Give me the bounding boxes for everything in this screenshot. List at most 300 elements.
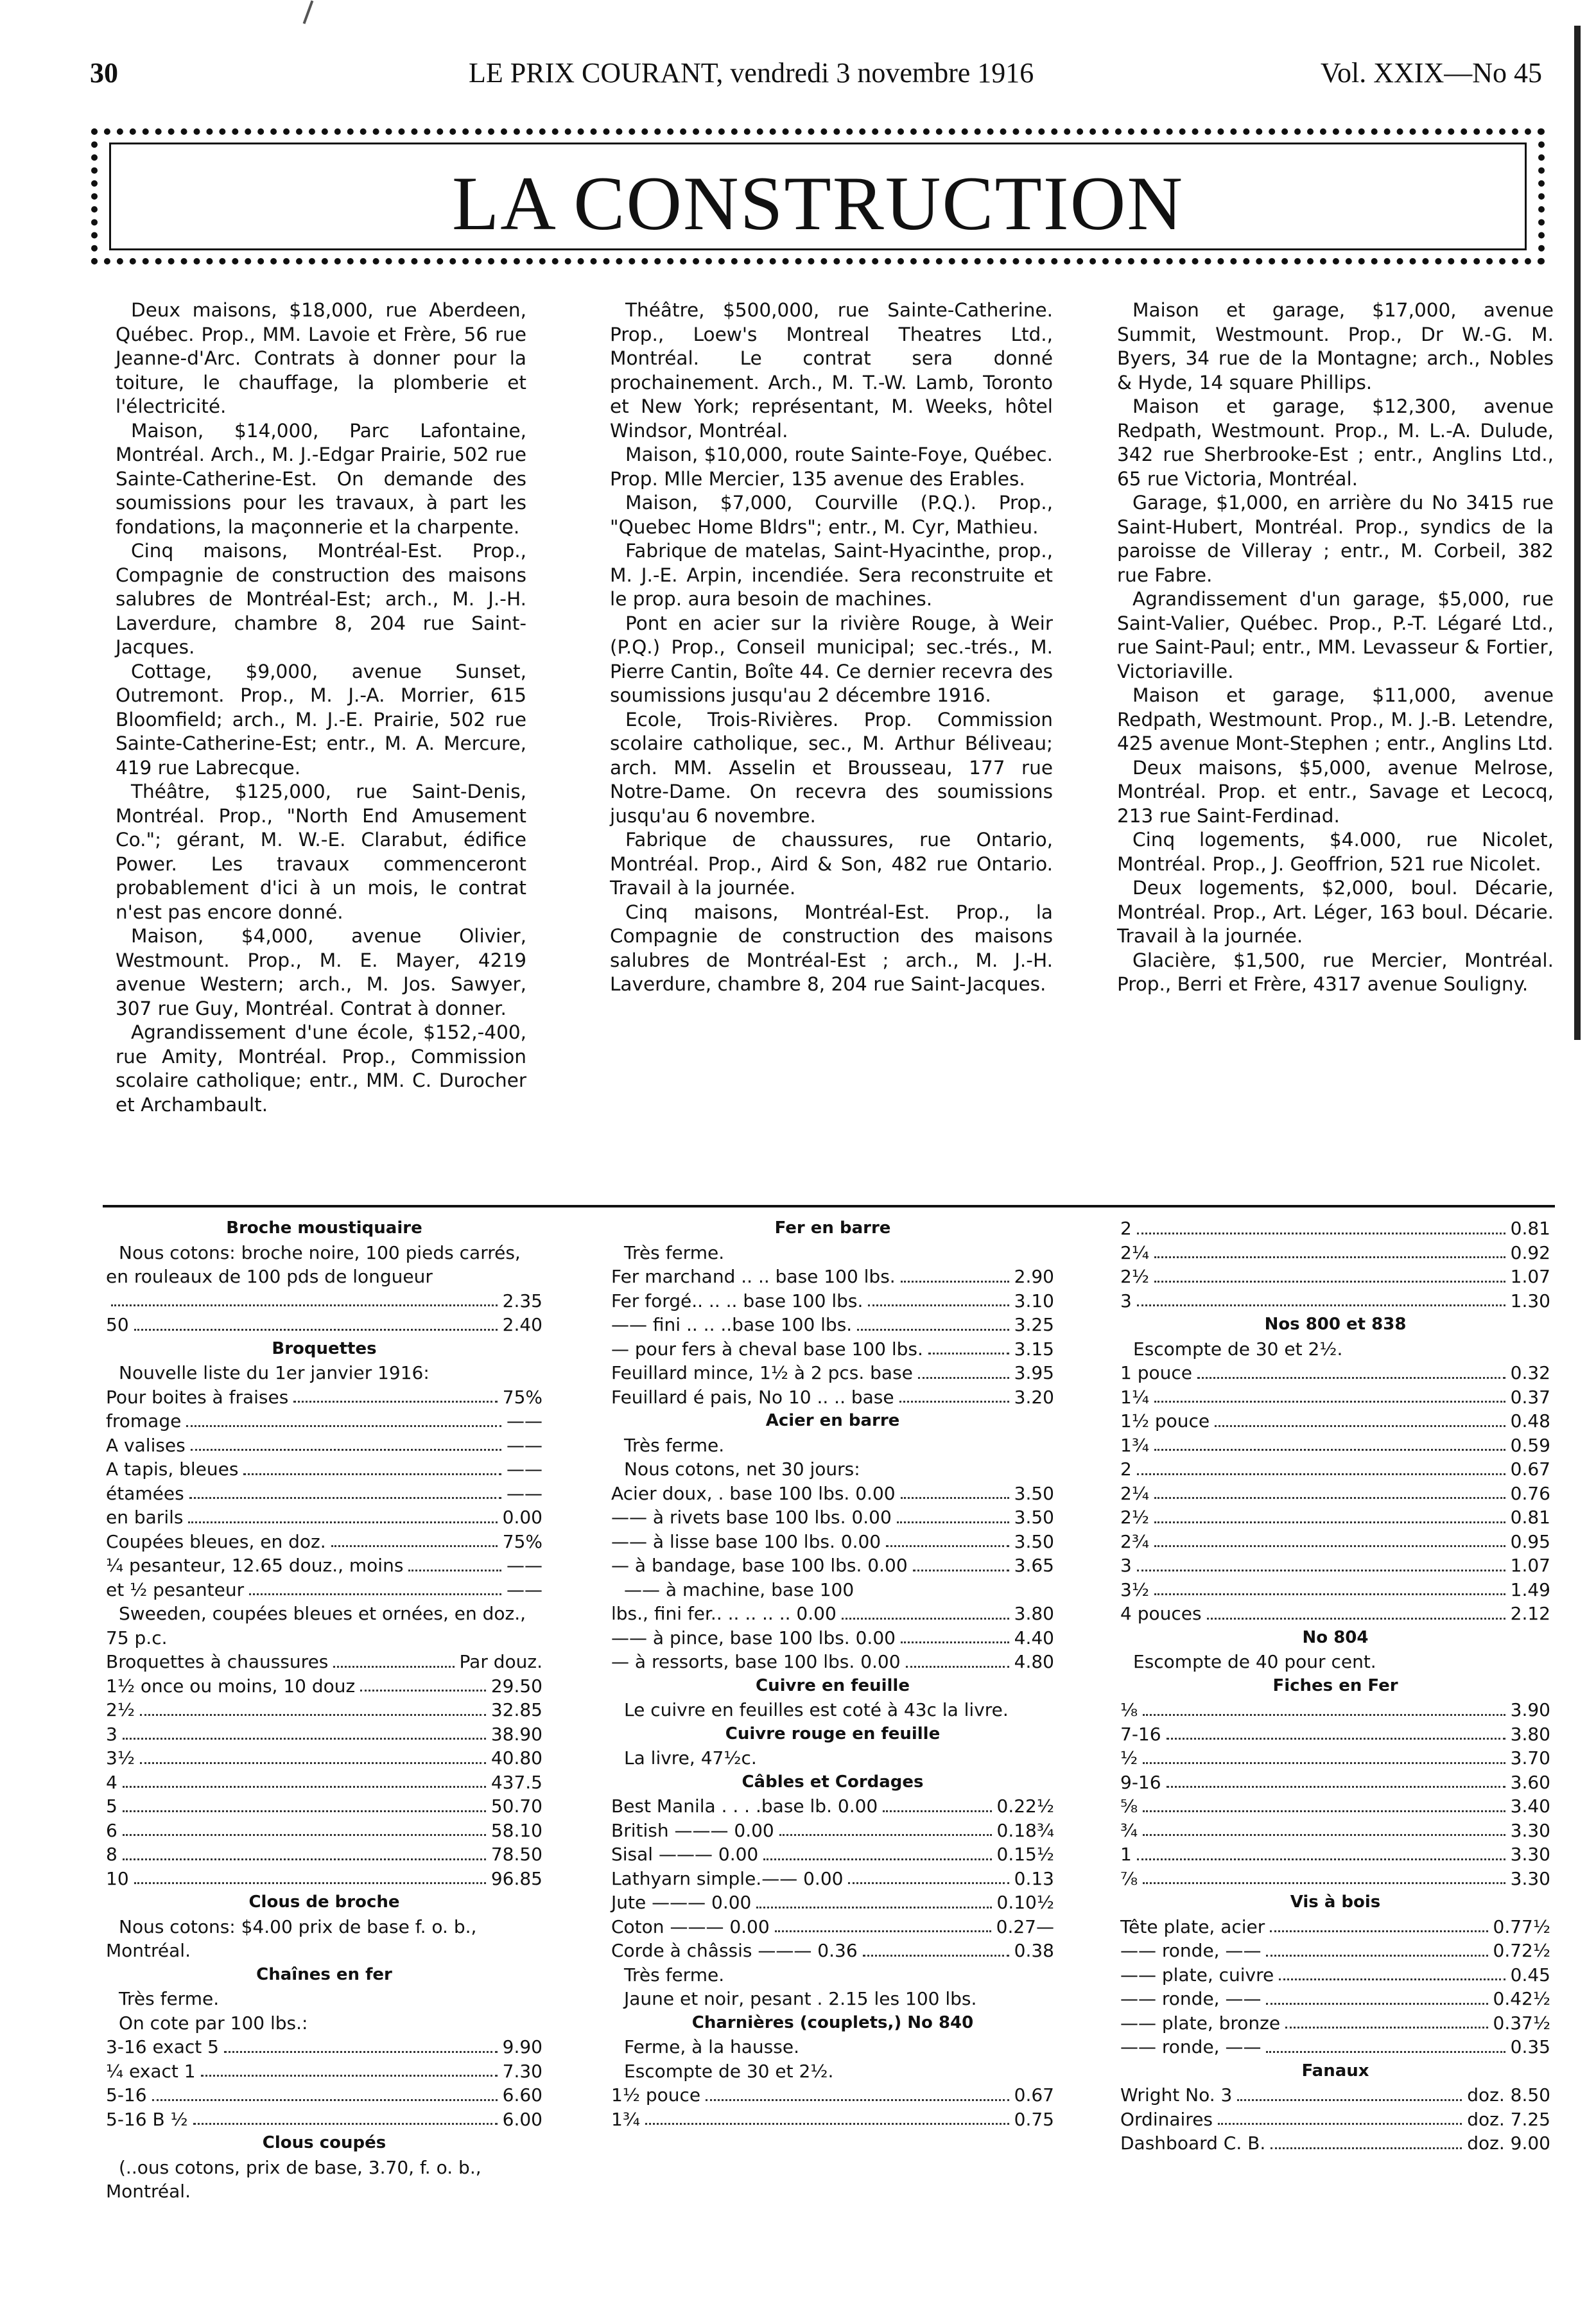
leader-dots [763,1842,991,1860]
leader-dots [1207,1602,1505,1620]
price-value: 0.75 [1014,2108,1054,2130]
leader-dots [1279,1963,1505,1981]
price-note: Très ferme. [624,1964,725,1986]
price-value: 0.38 [1014,1940,1054,1961]
price-row [1120,1915,1550,1939]
price-note: Nouvelle liste du 1er janvier 1916: [119,1362,429,1383]
leader-dots [1285,2011,1488,2029]
price-row [106,1457,542,1482]
price-item-label: 1¾ [1120,1434,1149,1456]
notice-paragraph: Théâtre, $125,000, rue Saint-Denis, Montréal. Prop., "North End Amusement Co."; gérant, M. W.-E. Clarabut, édifice Power. Les travaux commenceront probablement d'ici à un mois, le contrat n'est pas encore donné. [116,781,526,923]
leader-dots [1143,1794,1505,1812]
price-note: Ferme, à la hausse. [624,2036,799,2057]
price-value: 3.25 [1014,1314,1054,1335]
price-note: Nous cotons, net 30 jours: [624,1458,860,1480]
price-row [1120,2011,1550,2036]
price-row [611,1289,1054,1313]
price-row [1120,1698,1550,1722]
leader-dots [186,1409,501,1427]
price-item-label: 2½ [1120,1266,1149,1287]
price-row [106,1650,542,1674]
price-row [611,1482,1054,1506]
price-value: 0.13 [1014,1867,1054,1889]
price-row [106,1530,542,1554]
leader-dots [193,2107,498,2125]
price-item-label: — à ressorts, base 100 lbs. 0.00 [611,1651,901,1672]
price-value: 1.07 [1510,1555,1550,1576]
leader-dots [842,1602,1009,1620]
price-item-label: 2¼ [1120,1242,1149,1263]
price-row [106,2035,542,2059]
price-item-label: Tête plate, acier [1120,1916,1265,1937]
price-row [1120,1482,1550,1506]
notice-paragraph: Fabrique de matelas, Saint-Hyacinthe, prop., M. J.-E. Arpin, incendiée. Sera reconstruite et le prop. aura besoin de machines. [610,540,1053,610]
leader-dots [899,1385,1009,1403]
notice-paragraph: Garage, $1,000, en arrière du No 3415 rue Saint-Hubert, Montréal. Prop., syndics de la paroisse de Villeray ; entr., M. Corbeil, 382 rue Fabre. [1117,492,1554,586]
price-note: Sweeden, coupées bleues et ornées, en doz., 75 p.c. [106,1603,526,1649]
price-value: 0.59 [1510,1434,1550,1456]
leader-dots [189,1482,501,1500]
price-item-label: en barils [106,1507,184,1528]
price-row [1120,1457,1550,1482]
notice-paragraph: Deux maisons, $5,000, avenue Melrose, Montréal. Prop. et entr., Savage et Lecocq, 213 rue Saint-Ferdinad. [1117,756,1554,827]
price-row [1120,1289,1550,1313]
price-row [1120,1963,1550,1987]
price-item-label: et ½ pesanteur [106,1579,245,1600]
price-value: 6.00 [502,2108,542,2130]
price-value: doz. 9.00 [1467,2133,1550,2154]
price-value: 3.80 [1510,1723,1550,1745]
notice-paragraph: Maison, $7,000, Courville (P.Q.). Prop., "Quebec Home Bldrs"; entr., M. Cyr, Mathieu. [610,492,1053,538]
leader-dots [863,1939,1009,1957]
price-item-label: A valises [106,1434,186,1456]
price-item-label: —— à lisse base 100 lbs. 0.00 [611,1530,881,1552]
price-item-label: 2½ [1120,1507,1149,1528]
price-item-label: —— à pince, base 100 lbs. 0.00 [611,1627,896,1649]
leader-dots [188,1505,497,1523]
price-section-heading: Fanaux [1301,2061,1369,2081]
page-number: 30 [90,57,118,89]
price-row [106,1409,542,1433]
price-value: 38.90 [490,1723,542,1745]
leader-dots [1154,1530,1505,1548]
price-item-label: Ordinaires [1120,2108,1213,2130]
leader-dots [408,1553,501,1571]
price-row [1120,1409,1550,1433]
leader-dots [1266,1987,1488,2005]
notice-paragraph: Cinq maisons, Montréal-Est. Prop., Compagnie de construction des maisons salubres de Montréal-Est; arch., M. J.-H. Laverdure, chambre 8, 204 rue Saint-Jacques. [116,540,526,658]
price-item-label: 3 [106,1723,117,1745]
price-section-heading: Charnières (couplets,) No 840 [691,2012,974,2032]
leader-dots [1197,1361,1505,1379]
leader-dots [756,1891,991,1908]
article-column-2 [610,299,1053,997]
price-value: 3.50 [1014,1507,1054,1528]
price-row [1120,1216,1550,1241]
price-item-label: ¼ exact 1 [106,2060,196,2082]
price-note: La livre, 47½c. [624,1747,757,1769]
price-section-heading: Vis à bois [1290,1892,1381,1912]
price-item-label: 1 pouce [1120,1362,1192,1383]
price-value: 3.70 [1510,1747,1550,1769]
price-value: 2.40 [502,1314,542,1335]
price-value: 3.30 [1510,1819,1550,1841]
price-item-label: 3-16 exact 5 [106,2036,219,2057]
notice-paragraph: Maison, $14,000, Parc Lafontaine, Montréal. Arch., M. J.-Edgar Prairie, 502 rue Sainte-Catherine-Est. On demande des soumissions pour les travaux, à part les fondations, la maçonnerie et la charpente. [116,419,526,538]
price-row [611,1385,1054,1410]
leader-dots [901,1482,1009,1500]
price-row [611,1939,1054,1963]
price-value: 0.18¾ [996,1819,1054,1841]
leader-dots [1154,1433,1505,1451]
price-row [611,1265,1054,1289]
leader-dots [243,1457,501,1475]
price-value: 3.90 [1510,1699,1550,1720]
leader-dots [848,1867,1009,1885]
leader-dots [897,1505,1009,1523]
price-value: 0.10½ [996,1892,1054,1913]
price-value: 3.50 [1014,1530,1054,1552]
price-row [1120,1842,1550,1867]
notice-paragraph: Pont en acier sur la rivière Rouge, à Weir (P.Q.) Prop., Conseil municipal; sec.-trés., M. Pierre Cantin, Boîte 44. Ce dernier recevra des soumissions jusqu'au 2 décembre 1916. [610,612,1053,706]
leader-dots [883,1794,991,1812]
page-edge-shadow [1574,26,1581,1040]
price-item-label: 5 [106,1796,117,1817]
price-row [106,1289,542,1313]
price-row [106,1746,542,1770]
section-title: LA CONSTRUCTION [451,160,1184,246]
leader-dots [360,1674,486,1692]
notice-paragraph: Agrandissement d'une école, $152,-400, rue Amity, Montréal. Prop., Commission scolaire catholique; entr., MM. C. Durocher et Archambault. [116,1021,526,1116]
price-note: Jaune et noir, pesant . 2.15 les 100 lbs. [624,1988,977,2009]
leader-dots [1137,1553,1505,1571]
price-item-label: —— ronde, —— [1120,1988,1262,2009]
notice-paragraph: Deux logements, $2,000, boul. Décarie, Montréal. Prop., Art. Léger, 163 boul. Décarie. Travail à la journée. [1117,877,1554,947]
leader-dots [1167,1770,1505,1788]
price-item-label: Corde à châssis ——— 0.36 [611,1940,858,1961]
price-row [611,1313,1054,1337]
leader-dots [1137,1842,1505,1860]
price-value: 3.60 [1510,1771,1550,1793]
price-item-label: A tapis, bleues [106,1458,239,1480]
price-item-label: Feuillard é pais, No 10 .. .. base [611,1386,894,1408]
price-value: —— [507,1482,542,1504]
article-column-1 [116,299,526,1117]
price-item-label: lbs., fini fer.. .. .. .. .. 0.00 [611,1603,837,1624]
price-note: Très ferme. [119,1988,220,2009]
price-value: 3.30 [1510,1844,1550,1865]
price-value: —— [507,1579,542,1600]
margin-tick-mark [303,0,314,24]
price-value: 1.30 [1510,1290,1550,1311]
price-section-heading: Cuivre en feuille [756,1675,910,1695]
price-value: 29.50 [490,1675,542,1697]
price-item-label: Dashboard C. B. [1120,2133,1266,2154]
price-item-label: 2¼ [1120,1482,1149,1504]
price-note: (..ous cotons, prix de base, 3.70, f. o. b., Montréal. [106,2156,481,2202]
leader-dots [1137,1457,1505,1475]
leader-dots [645,2107,1009,2125]
leader-dots [906,1650,1009,1668]
price-item-label: Sisal ——— 0.00 [611,1844,759,1865]
price-row [1120,2131,1550,2156]
leader-dots [1218,2107,1462,2125]
leader-dots [249,1578,501,1596]
price-row [106,1433,542,1458]
price-value: doz. 7.25 [1467,2108,1550,2130]
price-item-label: 4 [106,1771,117,1793]
leader-dots [1271,2131,1462,2149]
leader-dots [111,1289,498,1307]
price-value: 96.85 [490,1867,542,1889]
price-section-heading: Acier en barre [765,1411,900,1430]
price-item-label: 3½ [1120,1579,1149,1600]
price-row [1120,1722,1550,1747]
leader-dots [1237,2083,1462,2101]
price-section-heading: Fiches en Fer [1272,1675,1398,1695]
price-value: 0.00 [502,1507,542,1528]
price-row [1120,1939,1550,1963]
price-item-label: 1¾ [611,2108,640,2130]
leader-dots [1137,1289,1505,1307]
price-item-label: 2 [1120,1458,1132,1480]
leader-dots [1154,1482,1505,1500]
price-value: 32.85 [490,1699,542,1720]
price-row [1120,2107,1550,2132]
price-item-label: Fer forgé.. .. .. base 100 lbs. [611,1290,863,1311]
price-value: 50.70 [490,1796,542,1817]
price-value: 3.15 [1014,1338,1054,1360]
price-row [611,1337,1054,1362]
price-item-label: Broquettes à chaussures [106,1651,329,1672]
leader-dots [1143,1819,1505,1837]
price-item-label: —— plate, bronze [1120,2012,1281,2034]
price-item-label: fromage [106,1410,182,1432]
price-row [106,1313,542,1337]
price-value: 58.10 [490,1819,542,1841]
price-value: 3.40 [1510,1796,1550,1817]
price-value: 75% [502,1530,542,1552]
price-section-heading: Broche moustiquaire [226,1218,422,1238]
price-row [1120,1433,1550,1458]
price-item-label: British ——— 0.00 [611,1819,774,1841]
price-row [611,1794,1054,1819]
price-row [1120,1602,1550,1626]
notice-paragraph: Théâtre, $500,000, rue Sainte-Catherine. Prop., Loew's Montreal Theatres Ltd., Montréal. Le contrat sera donné prochainement. Arch., M. T.-W. Lamb, Toronto et New York; représentant, M. Weeks, hôtel Windsor, Montréal. [610,299,1053,442]
price-item-label: 7-16 [1120,1723,1161,1745]
price-value: 0.77½ [1493,1916,1550,1937]
price-row [611,1915,1054,1939]
price-value: —— [507,1555,542,1576]
price-row [611,2107,1054,2132]
price-item-label: 1½ pouce [1120,1410,1210,1432]
leader-dots [224,2035,498,2053]
price-value: 4.80 [1014,1651,1054,1672]
price-item-label: —— plate, cuivre [1120,1964,1274,1986]
price-item-label: 9-16 [1120,1771,1161,1793]
price-value: 2.12 [1510,1603,1550,1624]
running-header [90,56,1542,95]
price-column-2 [611,1216,1054,2131]
price-row [611,1553,1054,1578]
price-value: —— [507,1458,542,1480]
price-row [106,1505,542,1530]
leader-dots [152,2083,498,2101]
leader-dots [775,1915,991,1933]
price-value: 6.60 [502,2084,542,2106]
leader-dots [1154,1265,1505,1283]
price-row [106,1553,542,1578]
price-note: Escompte de 30 et 2½. [1133,1338,1343,1360]
leader-dots [857,1313,1009,1331]
price-value: 4.40 [1014,1627,1054,1649]
price-value: 2.90 [1014,1266,1054,1287]
price-value: 0.32 [1510,1362,1550,1383]
price-section-heading: Clous de broche [248,1892,400,1912]
price-item-label: —— à rivets base 100 lbs. 0.00 [611,1507,892,1528]
price-note: Nous cotons: $4.00 prix de base f. o. b., Montréal. [106,1916,477,1961]
price-value: 75% [502,1386,542,1408]
price-row [611,1891,1054,1915]
notice-paragraph: Maison, $10,000, route Sainte-Foye, Québec. Prop. Mlle Mercier, 135 avenue des Erables. [610,444,1053,490]
price-value: 3.30 [1510,1867,1550,1889]
price-row [106,2059,542,2084]
leader-dots [123,1770,486,1788]
price-item-label: 1 [1120,1844,1132,1865]
leader-dots [1270,1915,1488,1933]
price-value: 3.50 [1014,1482,1054,1504]
price-value: 78.50 [490,1844,542,1865]
price-value: 3.20 [1014,1386,1054,1408]
price-item-label: Feuillard mince, 1½ à 2 pcs. base [611,1362,913,1383]
price-row [611,1602,1054,1626]
price-row [611,1650,1054,1674]
notice-paragraph: Maison, $4,000, avenue Olivier, Westmount. Prop., M. E. Mayer, 4219 avenue Western; arch., M. Jos. Sawyer, 307 rue Guy, Montréal. Contrat à donner. [116,925,526,1019]
price-row [106,1578,542,1602]
price-row [1120,2083,1550,2107]
price-item-label: Jute ——— 0.00 [611,1892,752,1913]
volume-number: Vol. XXIX—No 45 [1320,57,1542,89]
price-item-label: 2¾ [1120,1530,1149,1552]
leader-dots [201,2059,498,2077]
leader-dots [134,1867,486,1885]
price-row [106,1385,542,1410]
price-note: Très ferme. [624,1242,725,1263]
price-item-label: Acier doux, . base 100 lbs. 0.00 [611,1482,896,1504]
price-section-heading: Fer en barre [774,1218,891,1238]
price-note: Nous cotons: broche noire, 100 pieds carrés, en rouleaux de 100 pds de longueur [106,1242,521,1287]
price-item-label: 1½ pouce [611,2084,701,2106]
leader-dots [134,1313,498,1331]
price-row [106,1722,542,1747]
price-value: 2.35 [502,1290,542,1311]
price-row [106,1794,542,1819]
publication-line: LE PRIX COURANT, vendredi 3 novembre 1916 [469,57,1034,89]
notice-paragraph: Ecole, Trois-Rivières. Prop. Commission scolaire catholique, sec., M. Arthur Béliveau; arch. MM. Asselin et Brousseau, 177 rue Notre-Dame. On recevra des soumissions jusqu'au 6 novembre. [610,708,1053,827]
leader-dots [901,1265,1009,1283]
price-row [106,2083,542,2107]
price-row [611,1361,1054,1385]
leader-dots [1143,1746,1505,1764]
price-value: 0.35 [1510,2036,1550,2057]
price-value: 0.76 [1510,1482,1550,1504]
price-row [1120,1505,1550,1530]
price-value: Par douz. [459,1651,542,1672]
price-item-label: 8 [106,1844,117,1865]
price-item-label: —— ronde, —— [1120,2036,1262,2057]
notice-paragraph: Glacière, $1,500, rue Mercier, Montréal. Prop., Berri et Frère, 4317 avenue Souligny. [1117,949,1554,995]
price-row [1120,1265,1550,1289]
price-item-label: ⅛ [1120,1699,1138,1720]
notice-paragraph: Fabrique de chaussures, rue Ontario, Montréal. Prop., Aird & Son, 482 rue Ontario. Travail à la journée. [610,829,1053,899]
price-item-label: Wright No. 3 [1120,2084,1233,2106]
price-section-heading: Cuivre rouge en feuille [725,1724,941,1744]
price-item-label: 3 [1120,1555,1132,1576]
price-value: doz. 8.50 [1467,2084,1550,2106]
price-row [1120,1578,1550,1602]
price-row [106,1674,542,1699]
price-item-label: ⅞ [1120,1867,1138,1889]
notice-paragraph: Cottage, $9,000, avenue Sunset, Outremont. Prop., M. J.-A. Morrier, 615 Bloomfield; arch., M. J.-E. Prairie, 502 rue Sainte-Catherine-Est; entr., M. A. Mercure, 419 rue Labrecque. [116,660,526,779]
price-value: 0.42½ [1493,1988,1550,2009]
leader-dots [918,1361,1009,1379]
price-value: 0.81 [1510,1507,1550,1528]
price-row [1120,1241,1550,1265]
price-item-label: 6 [106,1819,117,1841]
price-item-label: 3 [1120,1290,1132,1311]
notice-paragraph: Maison et garage, $12,300, avenue Redpath, Westmount. Prop., M. L.-A. Dulude, 342 rue Sherbrooke-Est ; entr., Anglins Ltd., 65 rue Victoria, Montréal. [1117,395,1554,490]
price-row [611,1867,1054,1891]
price-item-label: Coton ——— 0.00 [611,1916,770,1937]
price-value: 1.07 [1510,1266,1550,1287]
leader-dots [123,1722,486,1740]
price-column-1 [106,1216,542,2204]
price-item-label: —— fini .. .. ..base 100 lbs. [611,1314,853,1335]
price-note: On cote par 100 lbs.: [119,2012,308,2034]
price-row [611,1819,1054,1843]
price-value: 0.27— [996,1916,1054,1937]
price-item-label: Lathyarn simple.—— 0.00 [611,1867,844,1889]
leader-dots [868,1289,1009,1307]
price-note: Escompte de 40 pour cent. [1133,1651,1376,1672]
notice-paragraph: Deux maisons, $18,000, rue Aberdeen, Québec. Prop., MM. Lavoie et Frère, 56 rue Jeanne-d'Arc. Contrats à donner pour la toiture, le chauffage, la plomberie et l'électricité. [116,299,526,417]
price-item-label: 50 [106,1314,129,1335]
price-item-label: 10 [106,1867,129,1889]
price-value: 0.37½ [1493,2012,1550,2034]
price-item-label: 5-16 [106,2084,147,2106]
price-row [1120,1385,1550,1410]
price-row [1120,1746,1550,1770]
price-item-label: ¼ pesanteur, 12.65 douz., moins [106,1555,404,1576]
notice-paragraph: Cinq maisons, Montréal-Est. Prop., la Compagnie de construction des maisons salubres de Montréal-Est ; arch., M. J.-H. Laverdure, chambre 8, 204 rue Saint-Jacques. [610,901,1053,995]
price-row [1120,1867,1550,1891]
price-value: 437.5 [490,1771,542,1793]
price-item-label: 3½ [106,1747,135,1769]
price-item-label: 4 pouces [1120,1603,1202,1624]
price-row [1120,1553,1550,1578]
leader-dots [1167,1722,1505,1740]
notice-paragraph: Cinq logements, $4.000, rue Nicolet, Montréal. Prop., J. Geoffrion, 521 rue Nicolet. [1117,829,1554,875]
price-row [106,1770,542,1795]
price-row [106,1819,542,1843]
leader-dots [779,1819,992,1837]
price-item-label: Coupées bleues, en doz. [106,1530,326,1552]
price-value: —— [507,1410,542,1432]
price-row [106,1482,542,1506]
leader-dots [886,1530,1009,1548]
price-column-3 [1120,1216,1550,2156]
price-value: 3.80 [1014,1603,1054,1624]
